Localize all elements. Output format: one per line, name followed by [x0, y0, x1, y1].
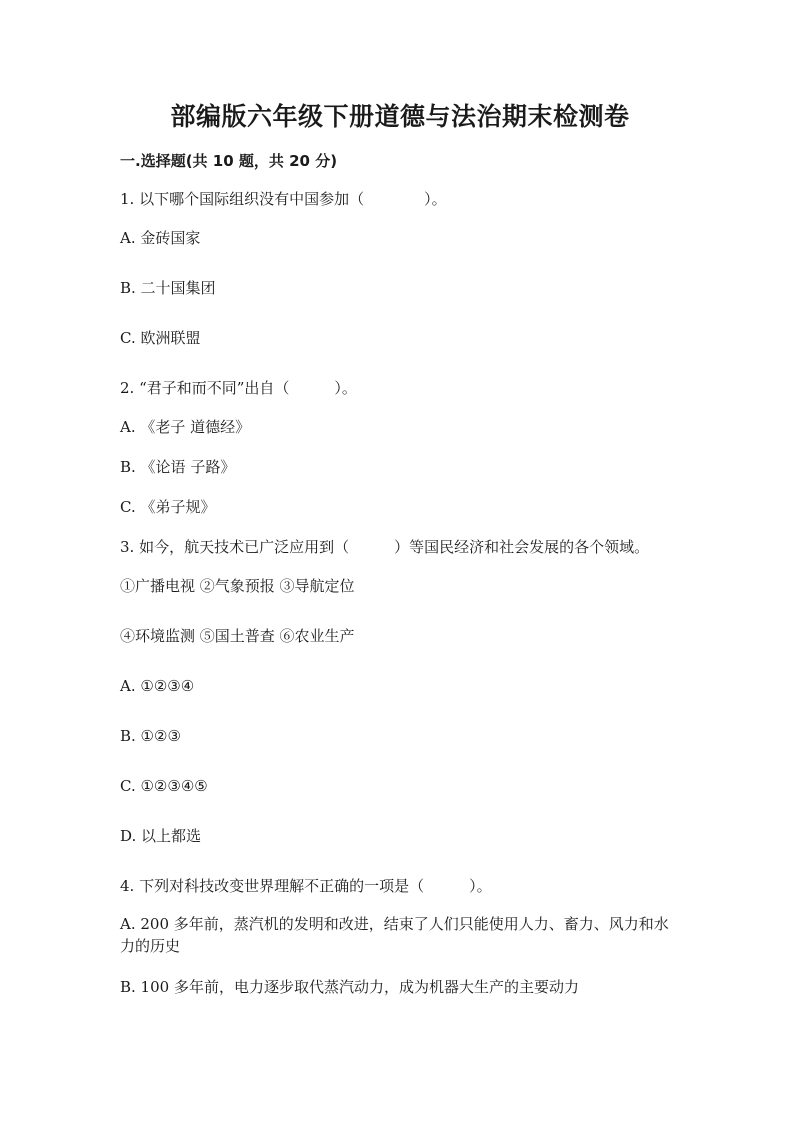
question-2-stem: 2. “君子和而不同”出自（ ）。	[120, 379, 357, 397]
page-title: 部编版六年级下册道德与法治期末检测卷	[170, 102, 630, 131]
question-1-option-b: B. 二十国集团	[120, 279, 216, 297]
question-4-option-a: A. 200 多年前，蒸汽机的发明和改进，结束了人们只能使用人力、畜力、风力和水力的历史	[120, 915, 669, 955]
question-1-option-a: A. 金砖国家	[120, 229, 201, 247]
question-2-option-a: A. 《老子 道德经》	[120, 418, 251, 436]
question-2-option-c: C. 《弟子规》	[120, 498, 216, 516]
question-1-stem: 1. 以下哪个国际组织没有中国参加（ ）。	[120, 190, 447, 208]
question-4-option-b: B. 100 多年前，电力逐步取代蒸汽动力，成为机器大生产的主要动力	[120, 978, 579, 996]
question-3-option-a: A. ①②③④	[120, 677, 195, 695]
question-3-stem: 3. 如今，航天技术已广泛应用到（ ）等国民经济和社会发展的各个领域。	[120, 538, 650, 556]
section-heading: 一.选择题(共 10 题，共 20 分)	[120, 152, 338, 170]
question-3-option-d: D. 以上都选	[120, 827, 202, 845]
question-1-option-c: C. 欧洲联盟	[120, 329, 201, 347]
question-4-stem: 4. 下列对科技改变世界理解不正确的一项是（ ）。	[120, 877, 492, 895]
question-3-option-b: B. ①②③	[120, 727, 181, 745]
question-3-items-1: ①广播电视 ②气象预报 ③导航定位	[120, 577, 355, 595]
question-3-option-c: C. ①②③④⑤	[120, 777, 208, 795]
question-2-option-b: B. 《论语 子路》	[120, 458, 236, 476]
question-3-items-2: ④环境监测 ⑤国土普查 ⑥农业生产	[120, 627, 355, 645]
